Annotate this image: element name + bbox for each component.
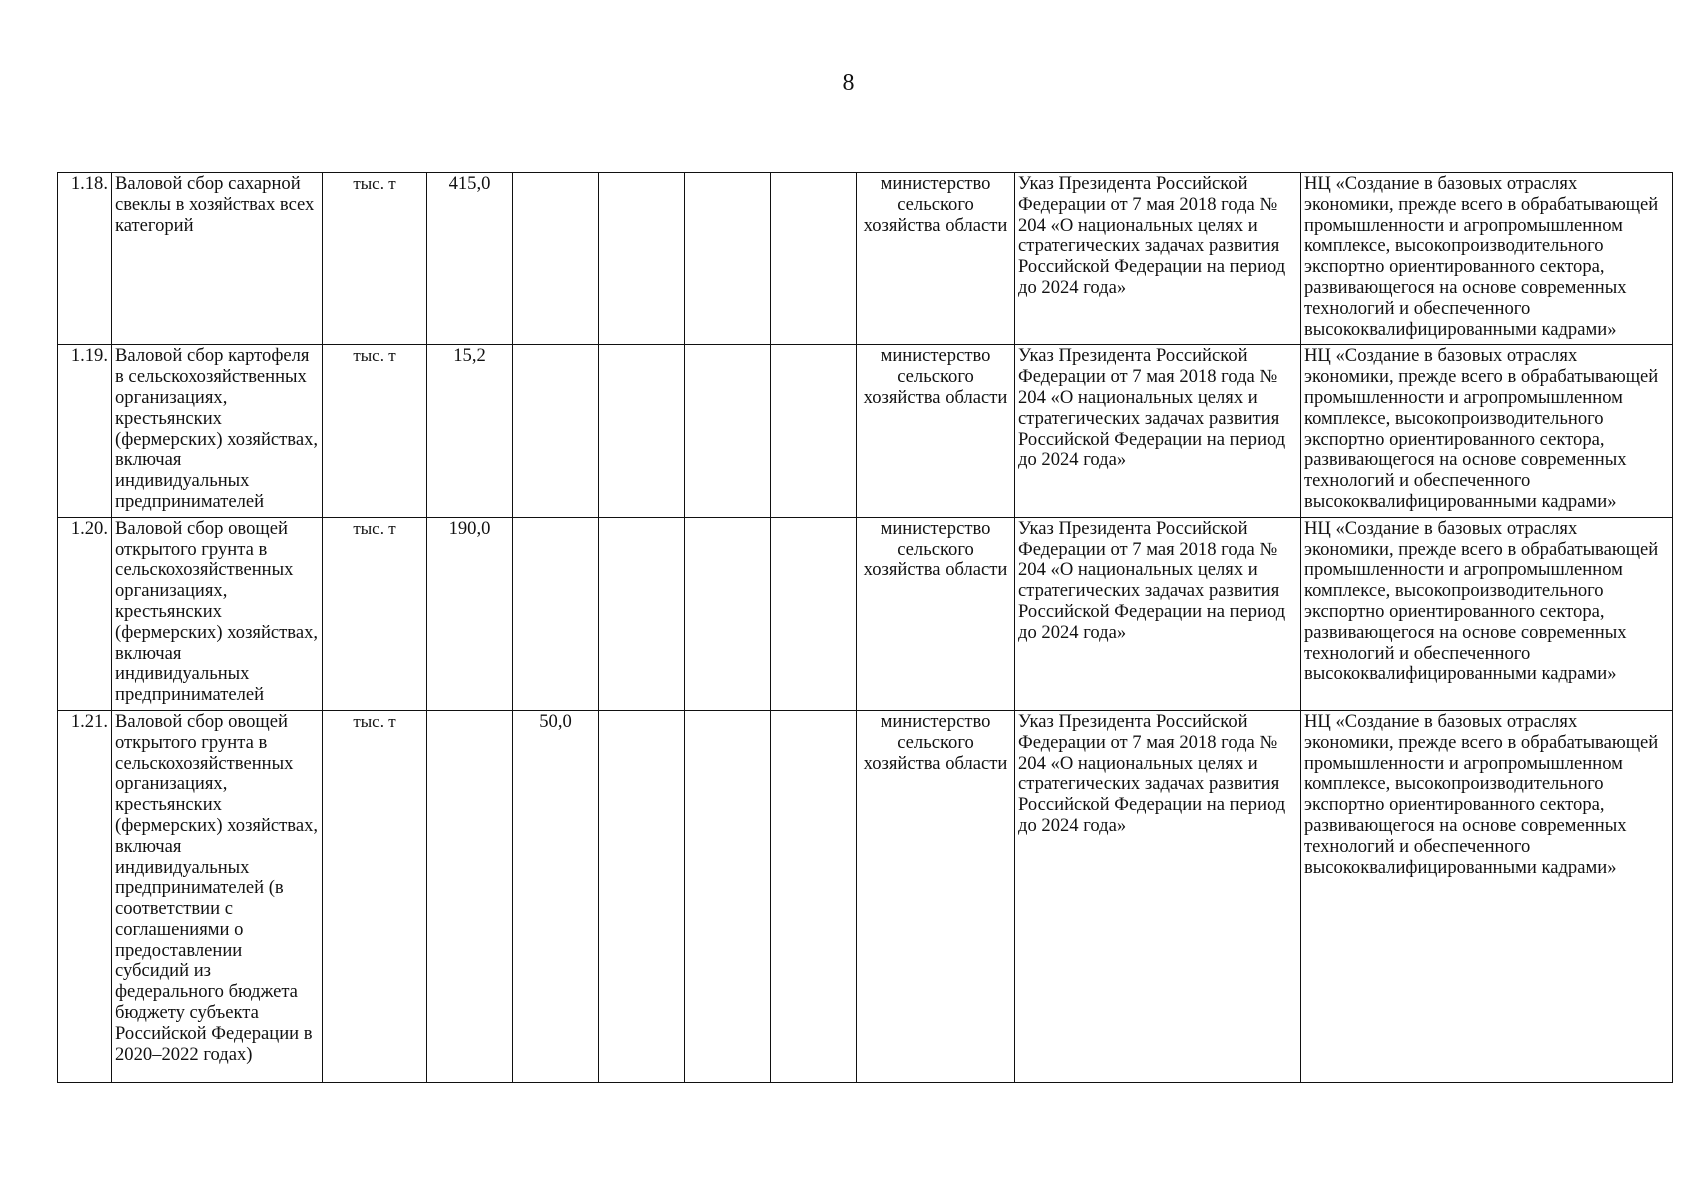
table-row	[58, 345, 1673, 517]
indicator-name-cell: Валовой сбор картофеля в сельскохозяйственных организациях, крестьянских (фермерских) хозяйствах, включая индивидуальных предпринимателей	[112, 345, 323, 517]
value-cell-3	[599, 710, 685, 1082]
row-number-cell: 1.20.	[58, 517, 112, 710]
value-cell-1	[427, 710, 513, 1082]
basis-cell: Указ Президента Российской Федерации от 7 мая 2018 года № 204 «О национальных целях и стратегических задачах развития Российской Федерации на период до 2024 года»	[1015, 345, 1301, 517]
row-number-cell: 1.18.	[58, 173, 112, 345]
value-cell-3	[599, 345, 685, 517]
value-cell-2	[513, 517, 599, 710]
national-goal-cell: НЦ «Создание в базовых отраслях экономики, прежде всего в обрабатывающей промышленности и агропромышленном комплексе, высокопроизводительного экспортно ориентированного сектора, развивающегося на основе современных технологий и обеспеченного высококвалифицированными кадрами»	[1301, 345, 1673, 517]
responsible-cell: министерство сельского хозяйства области	[857, 710, 1015, 1082]
value-cell-2	[513, 345, 599, 517]
unit-cell: тыс. т	[323, 173, 427, 345]
row-number-cell: 1.21.	[58, 710, 112, 1082]
table-row	[58, 517, 1673, 710]
responsible-cell: министерство сельского хозяйства области	[857, 173, 1015, 345]
value-cell-2	[513, 173, 599, 345]
value-cell-2: 50,0	[513, 710, 599, 1082]
value-cell-1: 190,0	[427, 517, 513, 710]
value-cell-3	[599, 517, 685, 710]
value-cell-5	[771, 173, 857, 345]
unit-cell: тыс. т	[323, 517, 427, 710]
indicator-name-cell: Валовой сбор овощей открытого грунта в сельскохозяйственных организациях, крестьянских (фермерских) хозяйствах, включая индивидуальных предпринимателей	[112, 517, 323, 710]
responsible-cell: министерство сельского хозяйства области	[857, 517, 1015, 710]
indicator-name-cell: Валовой сбор сахарной свеклы в хозяйствах всех категорий	[112, 173, 323, 345]
value-cell-1: 415,0	[427, 173, 513, 345]
responsible-cell: министерство сельского хозяйства области	[857, 345, 1015, 517]
national-goal-cell: НЦ «Создание в базовых отраслях экономики, прежде всего в обрабатывающей промышленности и агропромышленном комплексе, высокопроизводительного экспортно ориентированного сектора, развивающегося на основе современных технологий и обеспеченного высококвалифицированными кадрами»	[1301, 710, 1673, 1082]
row-number-cell: 1.19.	[58, 345, 112, 517]
basis-cell: Указ Президента Российской Федерации от 7 мая 2018 года № 204 «О национальных целях и стратегических задачах развития Российской Федерации на период до 2024 года»	[1015, 710, 1301, 1082]
national-goal-cell: НЦ «Создание в базовых отраслях экономики, прежде всего в обрабатывающей промышленности и агропромышленном комплексе, высокопроизводительного экспортно ориентированного сектора, развивающегося на основе современных технологий и обеспеченного высококвалифицированными кадрами»	[1301, 173, 1673, 345]
national-goal-cell: НЦ «Создание в базовых отраслях экономики, прежде всего в обрабатывающей промышленности и агропромышленном комплексе, высокопроизводительного экспортно ориентированного сектора, развивающегося на основе современных технологий и обеспеченного высококвалифицированными кадрами»	[1301, 517, 1673, 710]
value-cell-4	[685, 710, 771, 1082]
value-cell-4	[685, 517, 771, 710]
table-row	[58, 173, 1673, 345]
indicators-table	[57, 172, 1673, 1083]
basis-cell: Указ Президента Российской Федерации от 7 мая 2018 года № 204 «О национальных целях и стратегических задачах развития Российской Федерации на период до 2024 года»	[1015, 517, 1301, 710]
page-number: 8	[842, 70, 855, 96]
value-cell-3	[599, 173, 685, 345]
basis-cell: Указ Президента Российской Федерации от 7 мая 2018 года № 204 «О национальных целях и стратегических задачах развития Российской Федерации на период до 2024 года»	[1015, 173, 1301, 345]
value-cell-5	[771, 345, 857, 517]
value-cell-4	[685, 173, 771, 345]
indicator-name-cell: Валовой сбор овощей открытого грунта в сельскохозяйственных организациях, крестьянских (фермерских) хозяйствах, включая индивидуальных предпринимателей (в соответствии с соглашениями о предоставлении субсидий из федерального бюджета бюджету субъекта Российской Федерации в 2020–2022 годах)	[112, 710, 323, 1082]
unit-cell: тыс. т	[323, 345, 427, 517]
value-cell-5	[771, 517, 857, 710]
value-cell-1: 15,2	[427, 345, 513, 517]
table-row	[58, 710, 1673, 1082]
unit-cell: тыс. т	[323, 710, 427, 1082]
value-cell-5	[771, 710, 857, 1082]
value-cell-4	[685, 345, 771, 517]
